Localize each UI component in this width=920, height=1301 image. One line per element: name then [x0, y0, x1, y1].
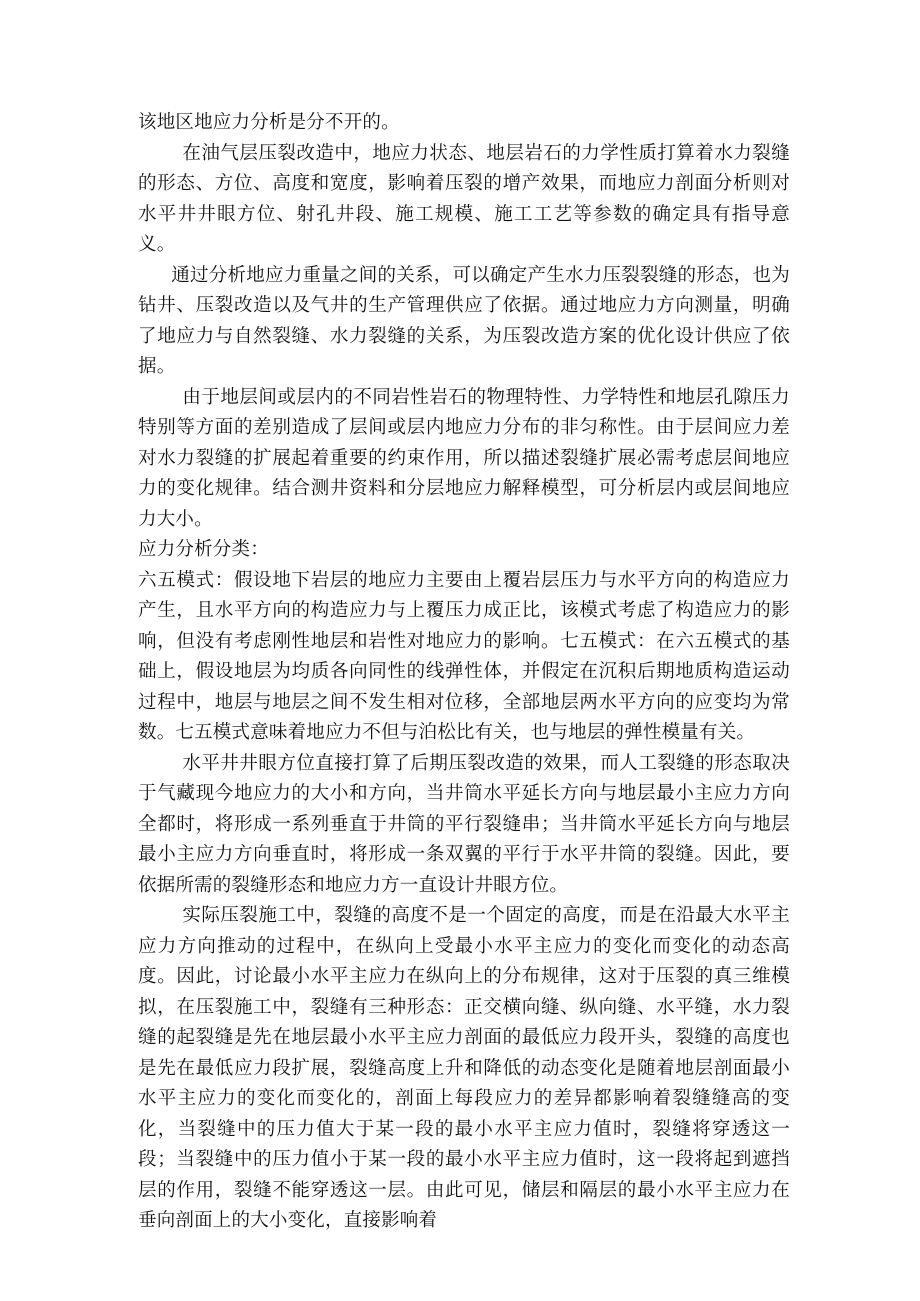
paragraph-stress-models: 六五模式：假设地下岩层的地应力主要由上覆岩层压力与水平方向的构造应力产生，且水平方向的构造应力与上覆压力成正比，该模式考虑了构造应力的影响，但没有考虑刚性地层和岩性对地应力的影响。七五模式：在六五模式的基础上，假设地层为均质各向同性的线弹性体，并假定在沉积后期地质构造运动过程中，地层与地层之间不发生相对位移，全部地层两水平方向的应变均为常数。七五模式意味着地应力不但与泊松比有关，也与地层的弹性模量有关。	[138, 569, 790, 743]
paragraph-fracture-height: 实际压裂施工中，裂缝的高度不是一个固定的高度，而是在沿最大水平主应力方向推动的过程中，在纵向上受最小水平主应力的变化而变化的动态高度。因此，讨论最小水平主应力在纵向上的分布规律，这对于压裂的真三维模拟，在压裂施工中，裂缝有三种形态：正交横向缝、纵向缝、水平缝，水力裂缝的起裂缝是先在地层最小水平主应力剖面的最低应力段开头，裂缝的高度也是先在最低应力段扩展，裂缝高度上升和降低的动态变化是随着地层剖面最小水平主应力的变化而变化的，剖面上每段应力的差异都影响着裂缝缝高的变化，当裂缝中的压力值大于某一段的最小水平主应力值时，裂缝将穿透这一段；当裂缝中的压力值小于某一段的最小水平主应力值时，这一段将起到遮挡层的作用，裂缝不能穿透这一层。由此可见，储层和隔层的最小水平主应力在垂向剖面上的大小变化，直接影响着	[138, 905, 790, 1231]
paragraph-fracturing-stress: 在油气层压裂改造中，地应力状态、地层岩石的力学性质打算着水力裂缝的形态、方位、高度和宽度，影响着压裂的增产效果，而地应力剖面分析则对水平井井眼方位、射孔井段、施工规模、施工工艺等参数的确定具有指导意义。	[138, 142, 790, 255]
paragraph-continuation: 该地区地应力分析是分不开的。	[138, 112, 400, 133]
paragraph-stress-components: 通过分析地应力重量之间的关系，可以确定产生水力压裂裂缝的形态，也为钻井、压裂改造以及气井的生产管理供应了依据。通过地应力方向测量，明确了地应力与自然裂缝、水力裂缝的关系，为压裂改造方案的优化设计供应了依据。	[138, 264, 790, 377]
paragraph-wellbore-azimuth: 水平井井眼方位直接打算了后期压裂改造的效果，而人工裂缝的形态取决于气藏现今地应力的大小和方向，当井筒水平延长方向与地层最小主应力方向全都时，将形成一系列垂直于井筒的平行裂缝串；当井筒水平延长方向与地层最小主应力方向垂直时，将形成一条双翼的平行于水平井筒的裂缝。因此，要依据所需的裂缝形态和地应力方一直设计井眼方位。	[138, 752, 790, 896]
section-heading-stress-classification: 应力分析分类：	[138, 539, 269, 560]
document-body	[138, 108, 790, 1237]
paragraph-interlayer-stress: 由于地层间或层内的不同岩性岩石的物理特性、力学特性和地层孔隙压力特别等方面的差别造成了层间或层内地应力分布的非匀称性。由于层间应力差对水力裂缝的扩展起着重要的约束作用，所以描述裂缝扩展必需考虑层间地应力的变化规律。结合测井资料和分层地应力解释模型，可分析层内或层间地应力大小。	[138, 386, 790, 530]
